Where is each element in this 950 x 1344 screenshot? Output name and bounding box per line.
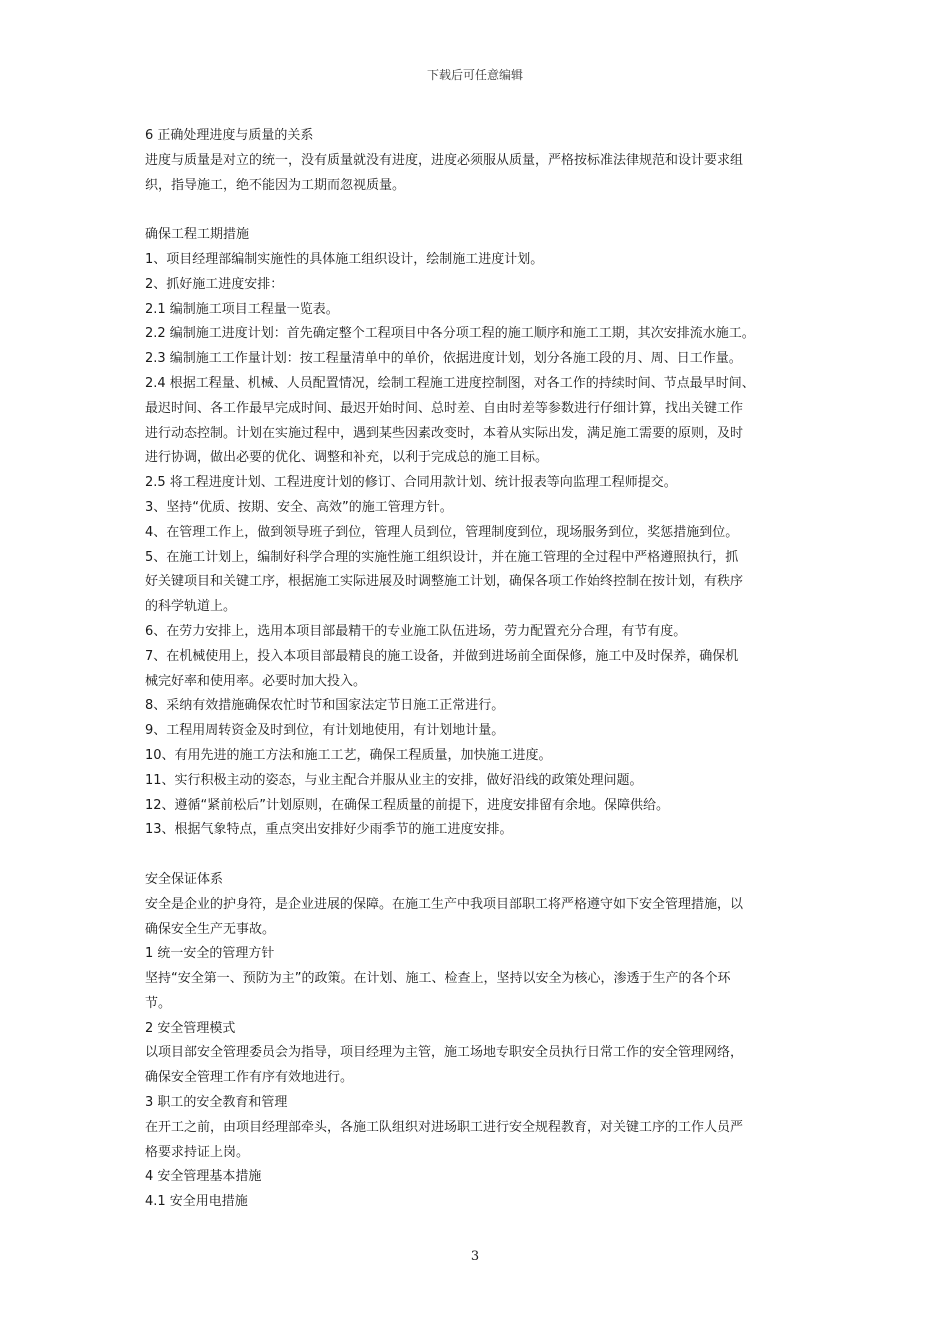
- text-line: 械完好率和使用率。必要时加大投入。: [145, 673, 367, 689]
- text-line: 9、工程用周转资金及时到位，有计划地使用，有计划地计量。: [145, 723, 505, 739]
- text-line: 2 安全管理模式: [145, 1020, 236, 1036]
- text-line: 2.3 编制施工工作量计划：按工程量清单中的单价，依据进度计划，划分各施工段的月、周、日工作量。: [145, 351, 742, 367]
- text-line: 11、实行积极主动的姿态，与业主配合并服从业主的安排，做好沿线的政策处理问题。: [145, 772, 643, 788]
- text-line: 4.1 安全用电措施: [145, 1194, 248, 1210]
- text-line: 10、有用先进的施工方法和施工工艺，确保工程质量，加快施工进度。: [145, 747, 552, 763]
- text-line: 2.4 根据工程量、机械、人员配置情况，绘制工程施工进度控制图，对各工作的持续时间、节点最早时间、: [145, 375, 755, 391]
- document-body: [145, 124, 810, 1215]
- text-line: 确保安全生产无事故。: [145, 921, 276, 937]
- text-line: 1、项目经理部编制实施性的具体施工组织设计，绘制施工进度计划。: [145, 251, 544, 267]
- text-line: 4、在管理工作上，做到领导班子到位，管理人员到位，管理制度到位，现场服务到位，奖惩措施到位。: [145, 524, 739, 540]
- text-line: 13、根据气象特点，重点突出安排好少雨季节的施工进度安排。: [145, 822, 513, 838]
- text-line: 12、遵循“紧前松后”计划原则，在确保工程质量的前提下，进度安排留有余地。保障供给。: [145, 797, 670, 813]
- text-line: 7、在机械使用上，投入本项目部最精良的施工设备，并做到进场前全面保修，施工中及时保养，确保机: [145, 648, 739, 664]
- text-line: 最迟时间、各工作最早完成时间、最迟开始时间、总时差、自由时差等参数进行仔细计算，找出关键工作: [145, 400, 744, 416]
- text-line: 安全是企业的护身符，是企业进展的保障。在施工生产中我项目部职工将严格遵守如下安全管理措施，以: [145, 896, 744, 912]
- text-line: 8、采纳有效措施确保农忙时节和国家法定节日施工正常进行。: [145, 698, 505, 714]
- text-line: 格要求持证上岗。: [145, 1144, 250, 1160]
- text-line: 坚持“安全第一、预防为主”的政策。在计划、施工、检查上，坚持以安全为核心，渗透于生产的各个环: [145, 971, 731, 987]
- page-header: 下载后可任意编辑: [426, 68, 523, 82]
- text-line: 2.2 编制施工进度计划：首先确定整个工程项目中各分项工程的施工顺序和施工工期，其次安排流水施工。: [145, 326, 755, 342]
- text-line: 好关键项目和关键工序，根据施工实际进展及时调整施工计划，确保各项工作始终控制在按计划，有秩序: [145, 574, 744, 590]
- text-line: 6 正确处理进度与质量的关系: [145, 128, 314, 143]
- blank-line: [145, 843, 810, 868]
- text-line: 进行动态控制。计划在实施过程中，遇到某些因素改变时，本着从实际出发，满足施工需要的原则，及时: [145, 425, 744, 441]
- text-line: 5、在施工计划上，编制好科学合理的实施性施工组织设计，并在施工管理的全过程中严格遵照执行，抓: [145, 549, 739, 565]
- text-line: 织，指导施工，绝不能因为工期而忽视质量。: [145, 177, 406, 193]
- text-line: 1 统一安全的管理方针: [145, 946, 275, 962]
- text-line: 确保安全管理工作有序有效地进行。: [145, 1070, 354, 1086]
- text-line: 4 安全管理基本措施: [145, 1169, 262, 1185]
- text-line: 确保工程工期措施: [145, 227, 250, 243]
- text-line: 以项目部安全管理委员会为指导，项目经理为主管，施工场地专职安全员执行日常工作的安全管理网络，: [145, 1045, 744, 1061]
- text-line: 2.1 编制施工项目工程量一览表。: [145, 301, 339, 317]
- text-line: 在开工之前，由项目经理部牵头，各施工队组织对进场职工进行安全规程教育，对关键工序的工作人员严: [145, 1119, 744, 1135]
- text-line: 进行协调，做出必要的优化、调整和补充，以利于完成总的施工目标。: [145, 450, 549, 466]
- text-line: 2、抓好施工进度安排：: [145, 276, 284, 292]
- text-line: 节。: [145, 995, 172, 1011]
- blank-line: [145, 198, 810, 223]
- text-line: 2.5 将工程进度计划、工程进度计划的修订、合同用款计划、统计报表等向监理工程师提交。: [145, 475, 677, 491]
- page-number: 3: [470, 1249, 480, 1264]
- text-line: 6、在劳力安排上，选用本项目部最精干的专业施工队伍进场，劳力配置充分合理，有节有度。: [145, 623, 687, 639]
- text-line: 进度与质量是对立的统一，没有质量就没有进度，进度必须服从质量，严格按标准法律规范和设计要求组: [145, 152, 744, 168]
- text-line: 3 职工的安全教育和管理: [145, 1095, 288, 1111]
- text-line: 3、坚持“优质、按期、安全、高效”的施工管理方针。: [145, 499, 453, 515]
- text-line: 的科学轨道上。: [145, 599, 237, 615]
- text-line: 安全保证体系: [145, 871, 224, 887]
